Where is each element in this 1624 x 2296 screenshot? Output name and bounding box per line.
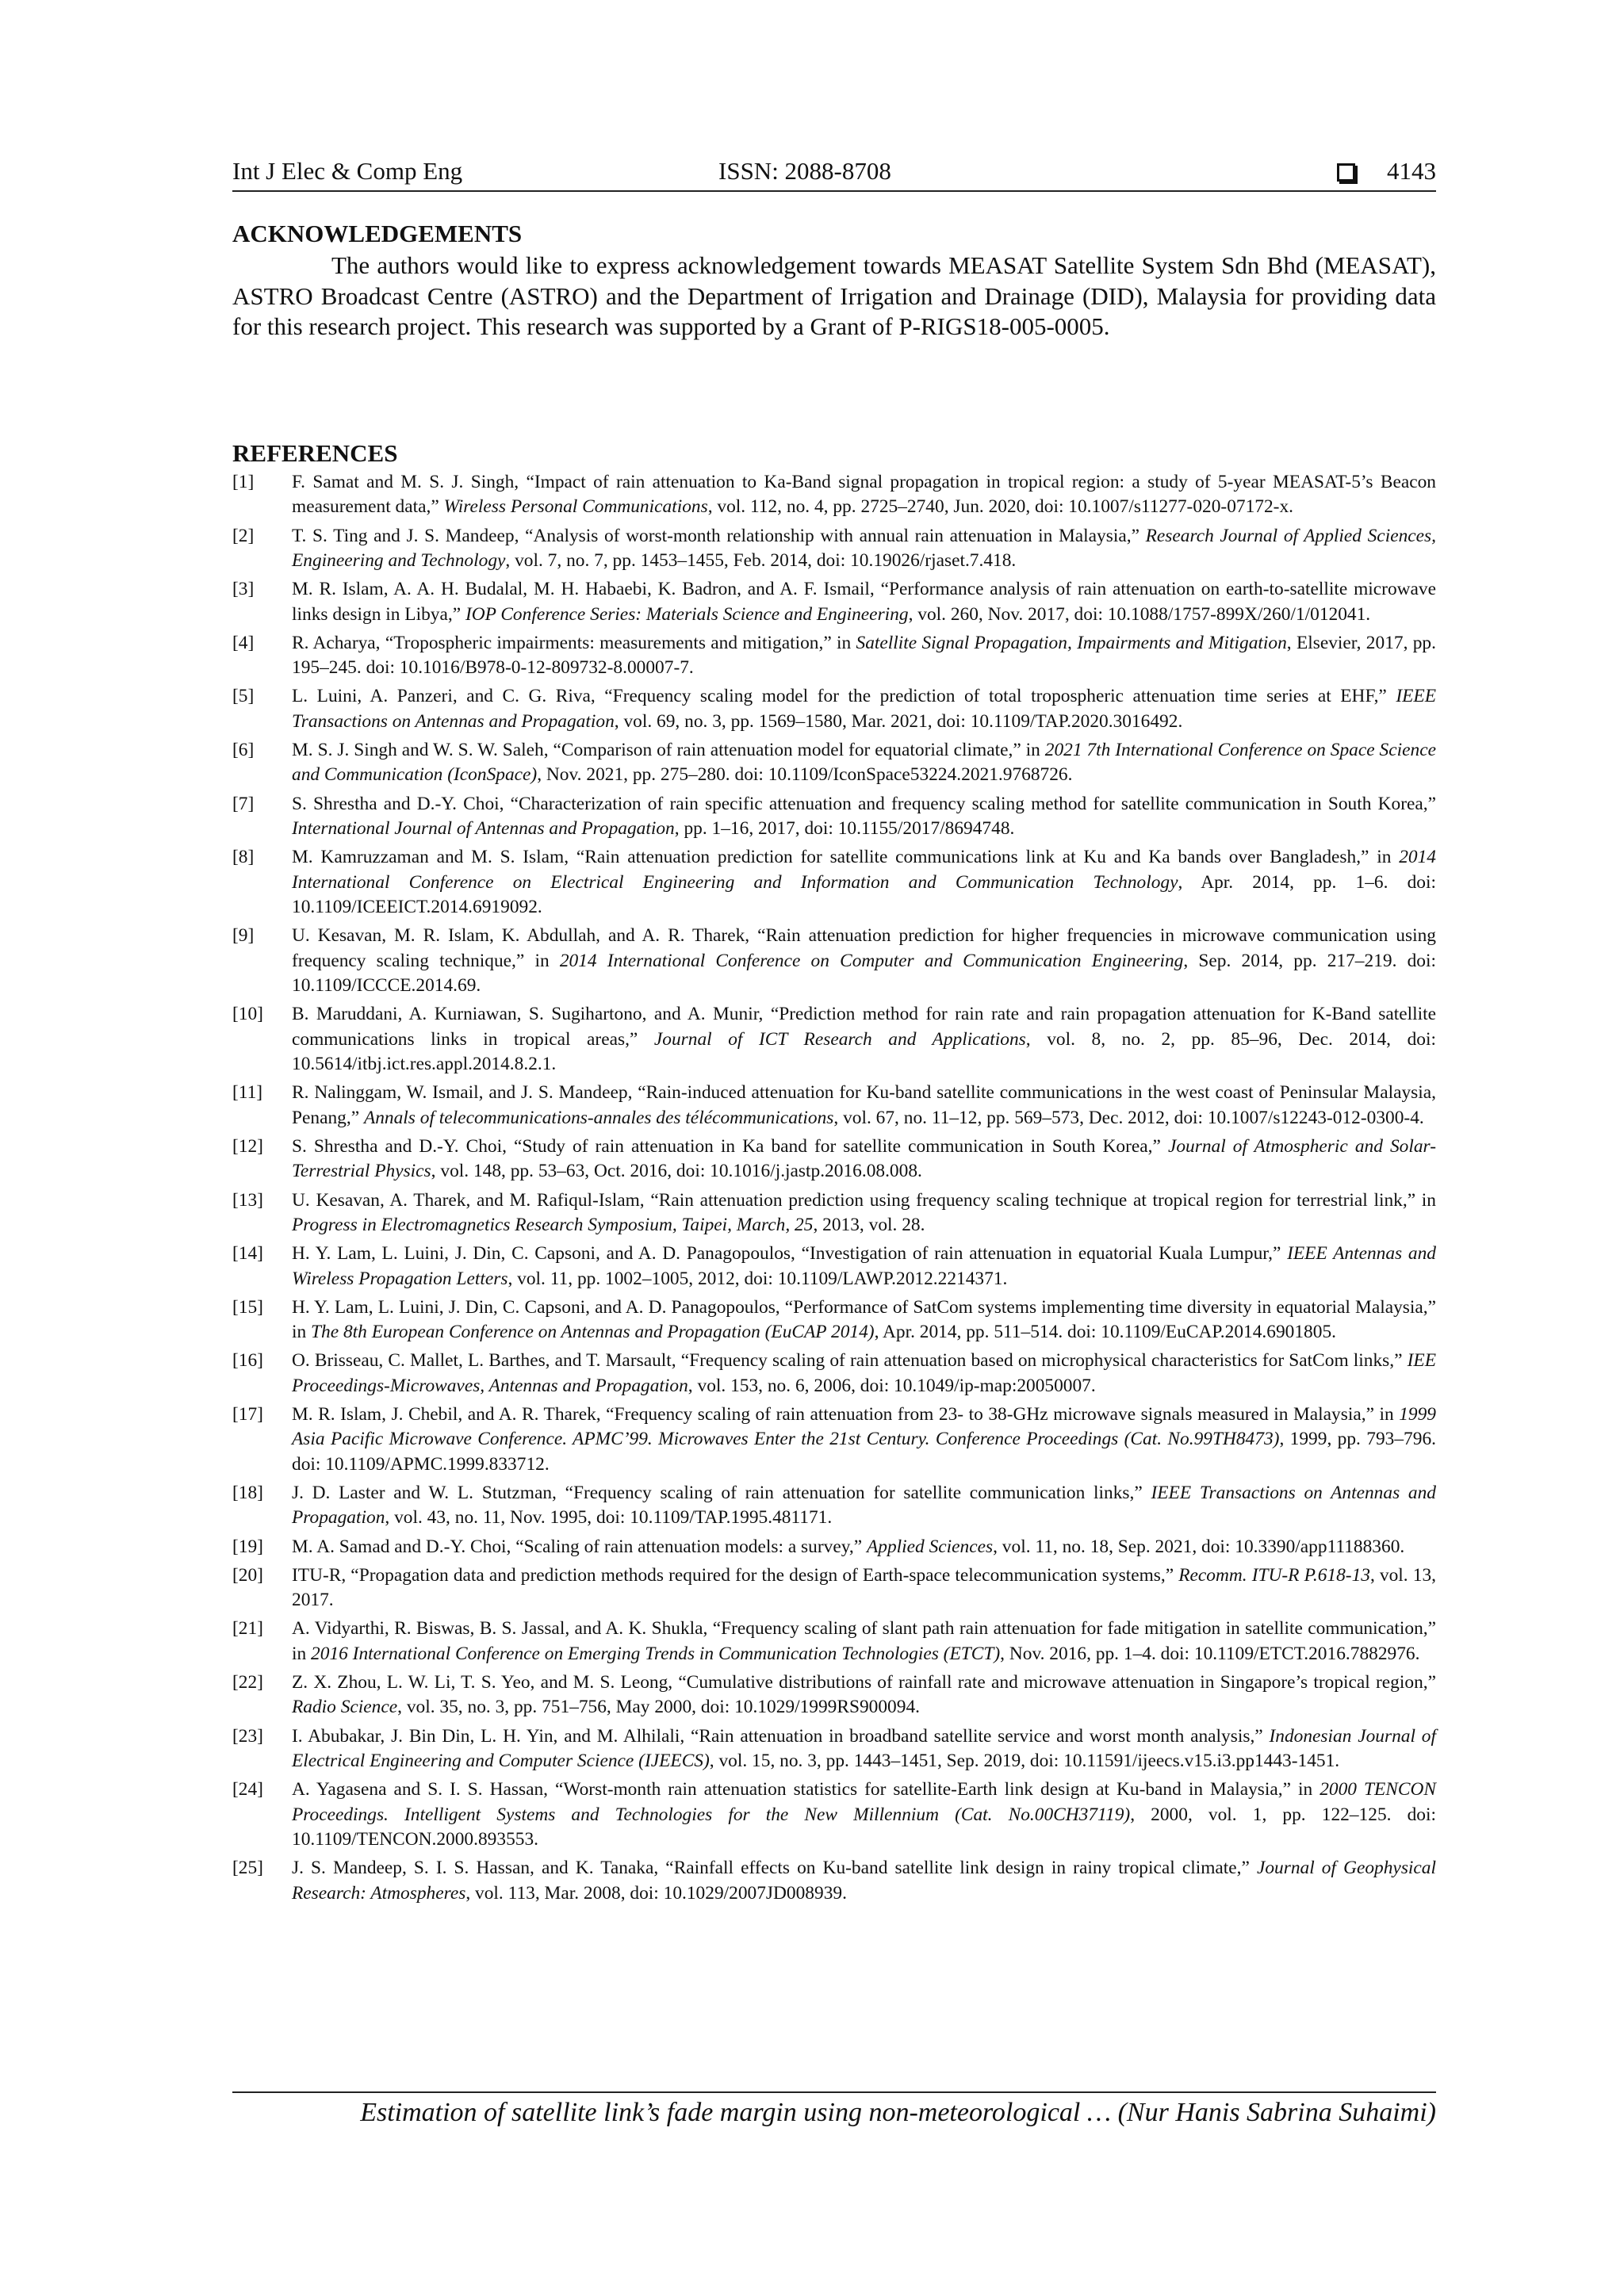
- reference-authors-title: M. A. Samad and D.-Y. Choi, “Scaling of rain attenuation models: a survey,”: [292, 1536, 867, 1557]
- reference-venue: International Journal of Antennas and Propagation: [292, 818, 675, 840]
- reference-item: [232, 577, 1436, 627]
- reference-text: [292, 1002, 1436, 1077]
- reference-text: [292, 792, 1436, 842]
- reference-number: [3]: [232, 579, 255, 600]
- reference-item: [232, 1481, 1436, 1531]
- reference-authors-title: S. Shrestha and D.-Y. Choi, “Study of rain attenuation in Ka band for satellite communication in South Korea,”: [292, 1135, 1168, 1157]
- page-number: 4143: [1387, 157, 1436, 185]
- reference-item: [232, 1349, 1436, 1399]
- reference-authors-title: J. S. Mandeep, S. I. S. Hassan, and K. Tanaka, “Rainfall effects on Ku-band satellite link design in rainy tropical climate,”: [292, 1858, 1257, 1879]
- reference-number: [19]: [232, 1536, 263, 1557]
- reference-details: , vol. 13, 2017.: [292, 1564, 1437, 1611]
- reference-item: [232, 1295, 1436, 1345]
- reference-details: , vol. 260, Nov. 2017, doi: 10.1088/1757-899X/260/1/012041.: [908, 603, 1371, 625]
- references-heading: REFERENCES: [232, 439, 398, 467]
- square-bullet-icon: [1337, 163, 1355, 182]
- reference-authors-title: J. D. Laster and W. L. Stutzman, “Frequency scaling of rain attenuation for satellite communication links,”: [292, 1482, 1151, 1503]
- reference-venue: IEEE Transactions on Antennas and Propagation: [292, 686, 1436, 732]
- reference-venue: Satellite Signal Propagation, Impairments and Mitigation: [856, 632, 1287, 653]
- reference-text: [292, 470, 1436, 520]
- reference-details: , Nov. 2016, pp. 1–4. doi: 10.1109/ETCT.2016.7882976.: [1000, 1643, 1420, 1664]
- reference-venue: IOP Conference Series: Materials Science and Engineering: [465, 603, 909, 625]
- reference-authors-title: Z. X. Zhou, L. W. Li, T. S. Yeo, and M. S. Leong, “Cumulative distributions of rainfall rate and microwave attenuation in Singapore’s tropical region,”: [292, 1672, 1436, 1693]
- reference-text: [292, 1856, 1436, 1906]
- reference-text: [292, 684, 1436, 734]
- reference-item: [232, 1777, 1436, 1852]
- reference-details: , 2000, vol. 1, pp. 122–125. doi: 10.1109/TENCON.2000.893553.: [292, 1804, 1436, 1850]
- acknowledgements-heading: ACKNOWLEDGEMENTS: [232, 220, 523, 247]
- reference-venue: Wireless Personal Communications: [443, 496, 708, 518]
- reference-text: [292, 1242, 1436, 1292]
- reference-item: [232, 470, 1436, 520]
- reference-number: [21]: [232, 1618, 263, 1640]
- reference-details: , vol. 113, Mar. 2008, doi: 10.1029/2007JD008939.: [465, 1882, 847, 1904]
- reference-authors-title: U. Kesavan, A. Tharek, and M. Rafiqul-Islam, “Rain attenuation prediction using frequency scaling technique at tropical region for terrestrial link,” in: [292, 1189, 1436, 1211]
- footer-rule: [232, 2091, 1436, 2093]
- reference-authors-title: B. Maruddani, A. Kurniawan, S. Sugihartono, and A. Munir, “Prediction method for rain rate and rain propagation attenuation for K-Band satellite communications links in tropical areas,”: [292, 1004, 1436, 1050]
- reference-venue: Research Journal of Applied Sciences, Engineering and Technology: [292, 525, 1436, 572]
- reference-item: [232, 1617, 1436, 1667]
- reference-item: [232, 524, 1436, 574]
- reference-number: [24]: [232, 1779, 263, 1800]
- reference-authors-title: ITU-R, “Propagation data and prediction methods required for the design of Earth-space telecommunication systems,”: [292, 1564, 1179, 1586]
- reference-details: , Apr. 2014, pp. 511–514. doi: 10.1109/EuCAP.2014.6901805.: [874, 1322, 1336, 1343]
- reference-number: [12]: [232, 1135, 263, 1157]
- reference-number: [22]: [232, 1672, 263, 1693]
- reference-authors-title: M. R. Islam, J. Chebil, and A. R. Tharek, “Frequency scaling of rain attenuation from 23- to 38-GHz microwave signals measured in Malaysia,” in: [292, 1403, 1400, 1425]
- reference-text: [292, 1402, 1436, 1477]
- reference-item: [232, 1535, 1436, 1559]
- reference-text: [292, 1617, 1436, 1667]
- reference-authors-title: F. Samat and M. S. J. Singh, “Impact of rain attenuation to Ka-Band signal propagation in tropical region: a study of 5-year MEASAT-5’s Beacon measurement data,”: [292, 472, 1436, 518]
- reference-venue: 2014 International Conference on Electrical Engineering and Information and Communication Technology: [292, 847, 1436, 893]
- reference-item: [232, 1856, 1436, 1906]
- reference-item: [232, 631, 1436, 681]
- reference-details: , 2013, vol. 28.: [813, 1214, 925, 1235]
- reference-number: [25]: [232, 1858, 263, 1879]
- reference-details: , vol. 112, no. 4, pp. 2725–2740, Jun. 2020, doi: 10.1007/s11277-020-07172-x.: [707, 496, 1293, 518]
- reference-item: [232, 1670, 1436, 1720]
- reference-venue: 2000 TENCON Proceedings. Intelligent Systems and Technologies for the New Millennium (Cat. No.00CH37119): [292, 1779, 1437, 1825]
- reference-text: [292, 1777, 1436, 1852]
- reference-authors-title: H. Y. Lam, L. Luini, J. Din, C. Capsoni, and A. D. Panagopoulos, “Performance of SatCom systems implementing time diversity in equatorial Malaysia,” in: [292, 1296, 1436, 1343]
- reference-text: [292, 1535, 1436, 1559]
- reference-venue: Journal of Atmospheric and Solar-Terrestrial Physics: [292, 1135, 1436, 1182]
- reference-number: [1]: [232, 472, 255, 492]
- reference-item: [232, 1002, 1436, 1077]
- reference-number: [10]: [232, 1004, 263, 1025]
- reference-authors-title: L. Luini, A. Panzeri, and C. G. Riva, “Frequency scaling model for the prediction of total tropospheric attenuation time series at EHF,”: [292, 686, 1396, 707]
- reference-details: , Apr. 2014, pp. 1–6. doi: 10.1109/ICEEICT.2014.6919092.: [292, 871, 1436, 918]
- reference-list: [232, 470, 1436, 1910]
- reference-details: , Elsevier, 2017, pp. 195–245. doi: 10.1016/B978-0-12-809732-8.00007-7.: [292, 632, 1436, 679]
- reference-text: [292, 1081, 1436, 1131]
- reference-venue: Indonesian Journal of Electrical Engineering and Computer Science (IJEECS): [292, 1725, 1436, 1772]
- reference-details: , vol. 43, no. 11, Nov. 1995, doi: 10.1109/TAP.1995.481171.: [385, 1507, 833, 1529]
- acknowledgements-body: The authors would like to express acknowledgement towards MEASAT Satellite System Sdn Bhd (MEASAT), ASTRO Broadcast Centre (ASTRO) and the Department of Irrigation and Drainage (DID), Malaysia for providing data for this research project. This research was supported by a Grant of P-RIGS18-005-0005.: [232, 251, 1436, 340]
- page-number-group: [1337, 155, 1436, 187]
- reference-text: [292, 924, 1436, 998]
- reference-item: [232, 1724, 1436, 1774]
- reference-number: [9]: [232, 925, 255, 947]
- reference-details: , vol. 67, no. 11–12, pp. 569–573, Dec. 2012, doi: 10.1007/s12243-012-0300-4.: [833, 1107, 1424, 1128]
- reference-item: [232, 738, 1436, 788]
- reference-text: [292, 1481, 1436, 1531]
- reference-venue: IEEE Antennas and Wireless Propagation Letters: [292, 1243, 1436, 1289]
- reference-item: [232, 1563, 1436, 1613]
- reference-details: , vol. 11, no. 18, Sep. 2021, doi: 10.3390/app11188360.: [993, 1536, 1405, 1557]
- reference-venue: 1999 Asia Pacific Microwave Conference. APMC’99. Microwaves Enter the 21st Century. Conference Proceedings (Cat. No.99TH8473): [292, 1403, 1436, 1450]
- reference-number: [17]: [232, 1403, 263, 1425]
- reference-number: [2]: [232, 525, 255, 546]
- reference-authors-title: O. Brisseau, C. Mallet, L. Barthes, and T. Marsault, “Frequency scaling of rain attenuation based on microphysical characteristics for SatCom links,”: [292, 1350, 1408, 1372]
- reference-venue: Radio Science: [292, 1697, 398, 1718]
- reference-details: , vol. 15, no. 3, pp. 1443–1451, Sep. 2019, doi: 10.11591/ijeecs.v15.i3.pp1443-1451.: [709, 1751, 1340, 1772]
- reference-text: [292, 631, 1436, 681]
- reference-item: [232, 1081, 1436, 1131]
- reference-venue: IEE Proceedings-Microwaves, Antennas and Propagation: [292, 1350, 1436, 1396]
- reference-text: [292, 845, 1436, 920]
- reference-details: , Nov. 2021, pp. 275–280. doi: 10.1109/IconSpace53224.2021.9768726.: [537, 764, 1073, 786]
- reference-authors-title: R. Nalinggam, W. Ismail, and J. S. Mandeep, “Rain-induced attenuation for Ku-band satellite communications in the west coast of Peninsular Malaysia, Penang,”: [292, 1082, 1436, 1128]
- reference-item: [232, 1188, 1436, 1238]
- reference-authors-title: I. Abubakar, J. Bin Din, L. H. Yin, and M. Alhilali, “Rain attenuation in broadband satellite service and worst month analysis,”: [292, 1725, 1270, 1747]
- reference-venue: IEEE Transactions on Antennas and Propagation: [292, 1482, 1436, 1529]
- reference-venue: 2016 International Conference on Emerging Trends in Communication Technologies (ETCT): [311, 1643, 1001, 1664]
- reference-details: , Sep. 2014, pp. 217–219. doi: 10.1109/ICCCE.2014.69.: [292, 950, 1436, 997]
- reference-details: , vol. 69, no. 3, pp. 1569–1580, Mar. 2021, doi: 10.1109/TAP.2020.3016492.: [614, 710, 1183, 732]
- reference-text: [292, 1563, 1436, 1613]
- reference-item: [232, 845, 1436, 920]
- reference-authors-title: U. Kesavan, M. R. Islam, K. Abdullah, and A. R. Tharek, “Rain attenuation prediction for higher frequencies in microwave communication using frequency scaling technique,” in: [292, 925, 1436, 971]
- reference-details: , vol. 11, pp. 1002–1005, 2012, doi: 10.1109/LAWP.2012.2214371.: [508, 1268, 1008, 1289]
- journal-name: Int J Elec & Comp Eng: [232, 157, 463, 185]
- reference-venue: Journal of ICT Research and Applications: [653, 1028, 1026, 1050]
- reference-details: , vol. 35, no. 3, pp. 751–756, May 2000, doi: 10.1029/1999RS900094.: [397, 1697, 920, 1718]
- reference-item: [232, 1242, 1436, 1292]
- reference-text: [292, 577, 1436, 627]
- reference-details: , vol. 7, no. 7, pp. 1453–1455, Feb. 2014, doi: 10.19026/rjaset.7.418.: [505, 550, 1017, 572]
- reference-number: [20]: [232, 1564, 263, 1586]
- reference-venue: The 8th European Conference on Antennas and Propagation (EuCAP 2014): [311, 1322, 875, 1343]
- reference-venue: Annals of telecommunications-annales des télécommunications: [363, 1107, 834, 1128]
- reference-number: [16]: [232, 1350, 263, 1372]
- reference-authors-title: S. Shrestha and D.-Y. Choi, “Characterization of rain specific attenuation and frequency scaling method for satellite communication in South Korea,”: [292, 793, 1436, 814]
- reference-text: [292, 1188, 1436, 1238]
- reference-authors-title: A. Yagasena and S. I. S. Hassan, “Worst-month rain attenuation statistics for satellite-Earth link design at Ku-band in Malaysia,” in: [292, 1779, 1320, 1800]
- reference-number: [13]: [232, 1189, 263, 1211]
- reference-venue: 2014 International Conference on Computer and Communication Engineering: [559, 950, 1184, 971]
- reference-venue: Journal of Geophysical Research: Atmospheres: [292, 1858, 1436, 1904]
- reference-details: , pp. 1–16, 2017, doi: 10.1155/2017/8694748.: [674, 818, 1015, 840]
- reference-venue: Applied Sciences: [866, 1536, 994, 1557]
- reference-item: [232, 1402, 1436, 1477]
- reference-details: , vol. 8, no. 2, pp. 85–96, Dec. 2014, doi: 10.5614/itbj.ict.res.appl.2014.8.2.1.: [292, 1028, 1436, 1075]
- reference-authors-title: A. Vidyarthi, R. Biswas, B. S. Jassal, and A. K. Shukla, “Frequency scaling of slant path rain attenuation for fade mitigation in satellite communication,” in: [292, 1618, 1436, 1664]
- reference-details: , vol. 153, no. 6, 2006, doi: 10.1049/ip-map:20050007.: [688, 1375, 1096, 1396]
- reference-authors-title: H. Y. Lam, L. Luini, J. Din, C. Capsoni, and A. D. Panagopoulos, “Investigation of rain attenuation in equatorial Kuala Lumpur,”: [292, 1243, 1288, 1265]
- running-footer: Estimation of satellite link’s fade margin using non-meteorological … (Nur Hanis Sabrina Suhaimi): [360, 2098, 1436, 2127]
- reference-number: [8]: [232, 847, 255, 868]
- reference-text: [292, 1724, 1436, 1774]
- reference-number: [23]: [232, 1725, 263, 1747]
- reference-text: [292, 1349, 1436, 1399]
- reference-text: [292, 738, 1436, 788]
- reference-details: , vol. 148, pp. 53–63, Oct. 2016, doi: 10.1016/j.jastp.2016.08.008.: [431, 1161, 922, 1182]
- reference-authors-title: M. Kamruzzaman and M. S. Islam, “Rain attenuation prediction for satellite communications link at Ku and Ka bands over Bangladesh,” in: [292, 847, 1400, 868]
- reference-authors-title: T. S. Ting and J. S. Mandeep, “Analysis of worst-month relationship with annual rain attenuation in Malaysia,”: [292, 525, 1146, 546]
- reference-authors-title: R. Acharya, “Tropospheric impairments: measurements and mitigation,” in: [292, 632, 856, 653]
- reference-venue: Recomm. ITU-R P.618-13: [1178, 1564, 1370, 1586]
- reference-number: [18]: [232, 1482, 263, 1503]
- reference-details: , 1999, pp. 793–796. doi: 10.1109/APMC.1999.833712.: [292, 1429, 1436, 1475]
- reference-authors-title: M. S. J. Singh and W. S. W. Saleh, “Comparison of rain attenuation model for equatorial climate,” in: [292, 740, 1045, 761]
- reference-item: [232, 792, 1436, 842]
- reference-authors-title: M. R. Islam, A. A. H. Budalal, M. H. Habaebi, K. Badron, and A. F. Ismail, “Performance analysis of rain attenuation on earth-to-satellite microwave links design in Libya,”: [292, 579, 1436, 625]
- reference-text: [292, 1670, 1436, 1720]
- reference-item: [232, 924, 1436, 998]
- running-header: [232, 155, 1436, 192]
- reference-item: [232, 684, 1436, 734]
- reference-number: [14]: [232, 1243, 263, 1265]
- issn: ISSN: 2088-8708: [718, 157, 891, 185]
- reference-text: [292, 1295, 1436, 1345]
- reference-number: [5]: [232, 686, 255, 707]
- reference-venue: Progress in Electromagnetics Research Symposium, Taipei, March, 25: [292, 1214, 814, 1235]
- reference-venue: 2021 7th International Conference on Space Science and Communication (IconSpace): [292, 740, 1436, 786]
- reference-number: [11]: [232, 1082, 263, 1104]
- reference-text: [292, 524, 1436, 574]
- reference-text: [292, 1135, 1436, 1184]
- reference-item: [232, 1135, 1436, 1184]
- reference-number: [4]: [232, 632, 255, 653]
- reference-number: [7]: [232, 793, 255, 814]
- reference-number: [15]: [232, 1296, 263, 1318]
- reference-number: [6]: [232, 740, 255, 761]
